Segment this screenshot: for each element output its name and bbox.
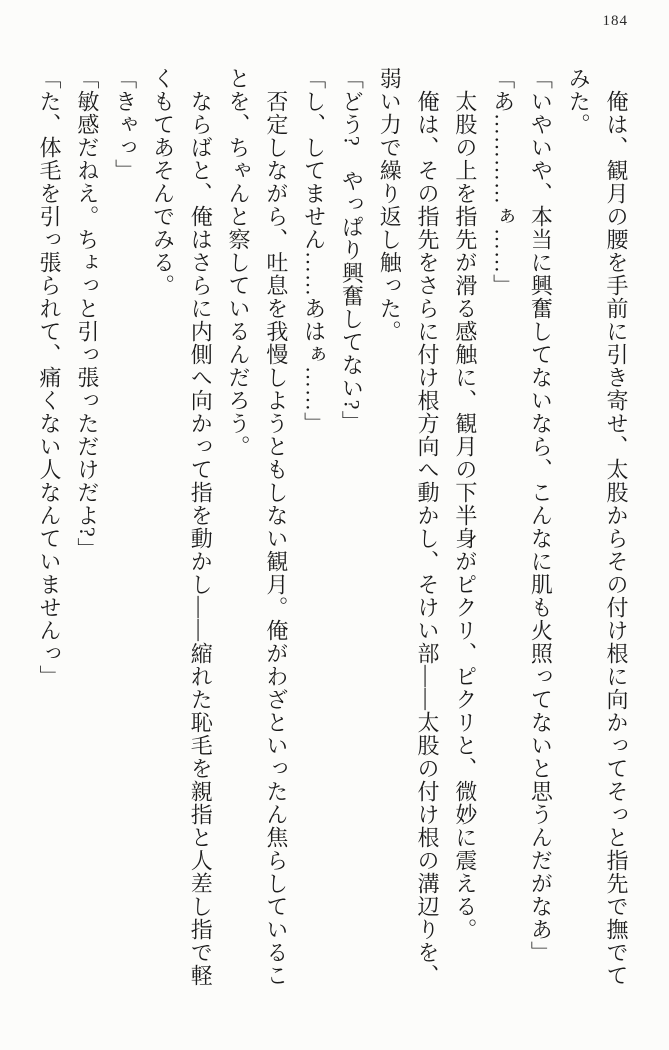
- text-line: 「た、体毛を引っ張られて、痛くない人なんていませんっ」: [37, 67, 63, 688]
- text-line: 否定しながら、吐息を我慢しようともしない観月。俺がわざといったん焦らしているこ: [263, 90, 289, 987]
- text-line: 「きゃっ」: [112, 67, 138, 182]
- text-line: 「敏感だねえ。ちょっと引っ張っただけだよ?」: [74, 67, 100, 561]
- text-line: 太股の上を指先が滑る感触に、観月の下半身がピクリ、ピクリと、微妙に震える。: [452, 90, 478, 941]
- vertical-text-block: [30, 67, 635, 1012]
- text-line: とを、ちゃんと察しているんだろう。: [226, 67, 252, 458]
- text-line: 俺は、その指先をさらに付け根方向へ動かし、そけい部――太股の付け根の溝辺りを、: [415, 90, 441, 987]
- page-number: 184: [602, 13, 628, 29]
- text-line: 「どう? やっぱり興奮してない?」: [339, 67, 365, 434]
- text-line: 「し、してません……あはぁ……」: [301, 67, 327, 435]
- text-line: くもてあそんでみる。: [150, 67, 176, 297]
- text-line: 「あ…………ぁ……」: [490, 67, 516, 297]
- text-line: 「いやいや、本当に興奮してないなら、こんなに肌も火照ってないと思うんだがなあ」: [528, 67, 554, 964]
- text-line: ならばと、俺はさらに内側へ向かって指を動かし――縮れた恥毛を親指と人差し指で軽: [188, 90, 214, 987]
- text-line: 弱い力で繰り返し触った。: [377, 67, 403, 343]
- text-line: 俺は、観月の腰を手前に引き寄せ、太股からその付け根に向かってそっと指先で撫でて: [604, 90, 629, 987]
- text-line: みた。: [566, 67, 592, 136]
